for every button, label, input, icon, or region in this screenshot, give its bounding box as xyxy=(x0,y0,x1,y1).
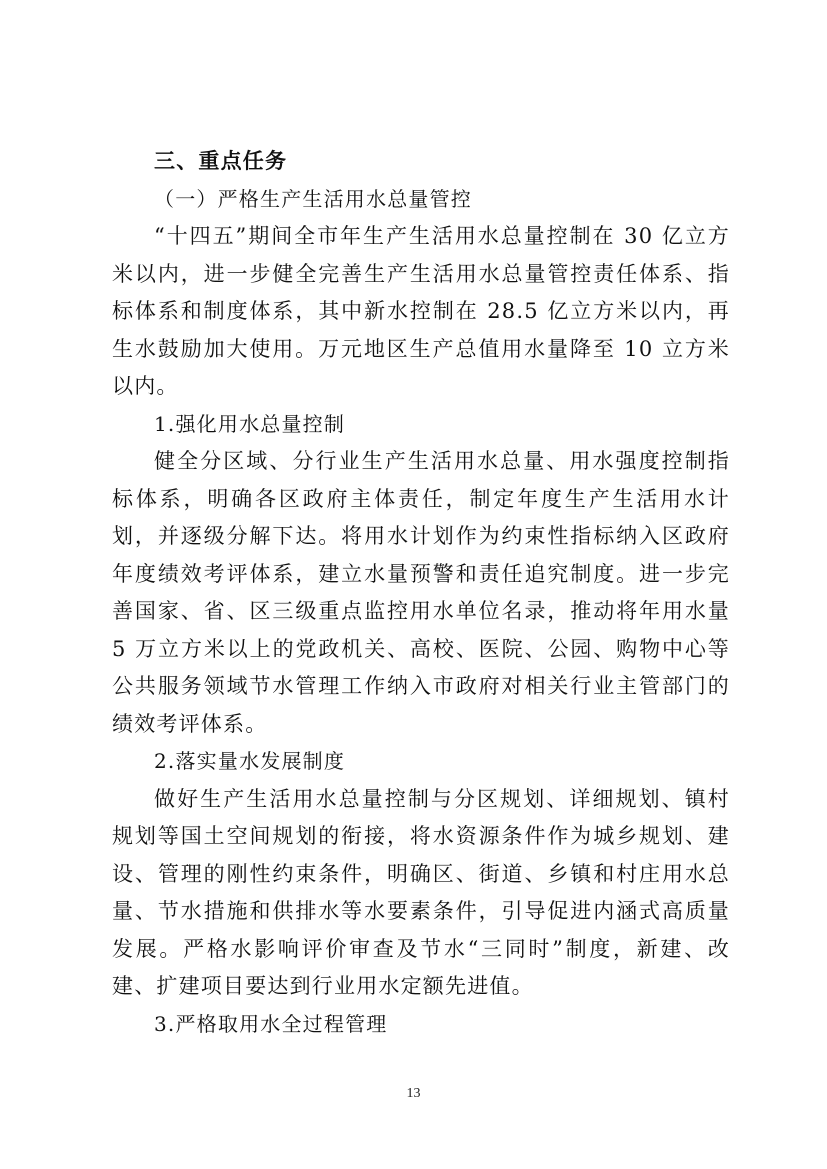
item-heading-2: 2.落实量水发展制度 xyxy=(154,749,346,773)
document-body xyxy=(112,143,730,1043)
item-heading-3: 3.严格取用水全过程管理 xyxy=(154,1011,388,1036)
item-paragraph-2: 做好生产生活用水总量控制与分区规划、详细规划、镇村规划等国土空间规划的衔接，将水资源条件作为城乡规划、建设、管理的刚性约束条件，明确区、街道、乡镇和村庄用水总量、节水措施和供排水等水要素条件，引导促进内涵式高质量发展。严格水影响评价审查及节水“三同时”制度，新建、改建、扩建项目要达到行业用水定额先进值。 xyxy=(112,786,730,998)
intro-paragraph: “十四五”期间全市年生产生活用水总量控制在 30 亿立方米以内，进一步健全完善生产生活用水总量管控责任体系、指标体系和制度体系，其中新水控制在 28.5 亿立方米以内，再生水鼓励加大使用。万元地区生产总值用水量降至 10 立方米以内。 xyxy=(112,224,730,398)
item-heading-1: 1.强化用水总量控制 xyxy=(154,411,346,436)
subsection-heading: （一）严格生产生活用水总量管控 xyxy=(154,186,472,211)
item-paragraph-1: 健全分区域、分行业生产生活用水总量、用水强度控制指标体系，明确各区政府主体责任，制定年度生产生活用水计划，并逐级分解下达。将用水计划作为约束性指标纳入区政府年度绩效考评体系，建立水量预警和责任追究制度。进一步完善国家、省、区三级重点监控用水单位名录，推动将年用水量 5 万立方米以上的党政机关、高校、医院、公园、购物中心等公共服务领域节水管理工作纳入市政府对相关行业主管部门的绩效考评体系。 xyxy=(112,449,730,736)
section-heading: 三、重点任务 xyxy=(154,149,288,173)
page-number: 13 xyxy=(406,1086,421,1101)
